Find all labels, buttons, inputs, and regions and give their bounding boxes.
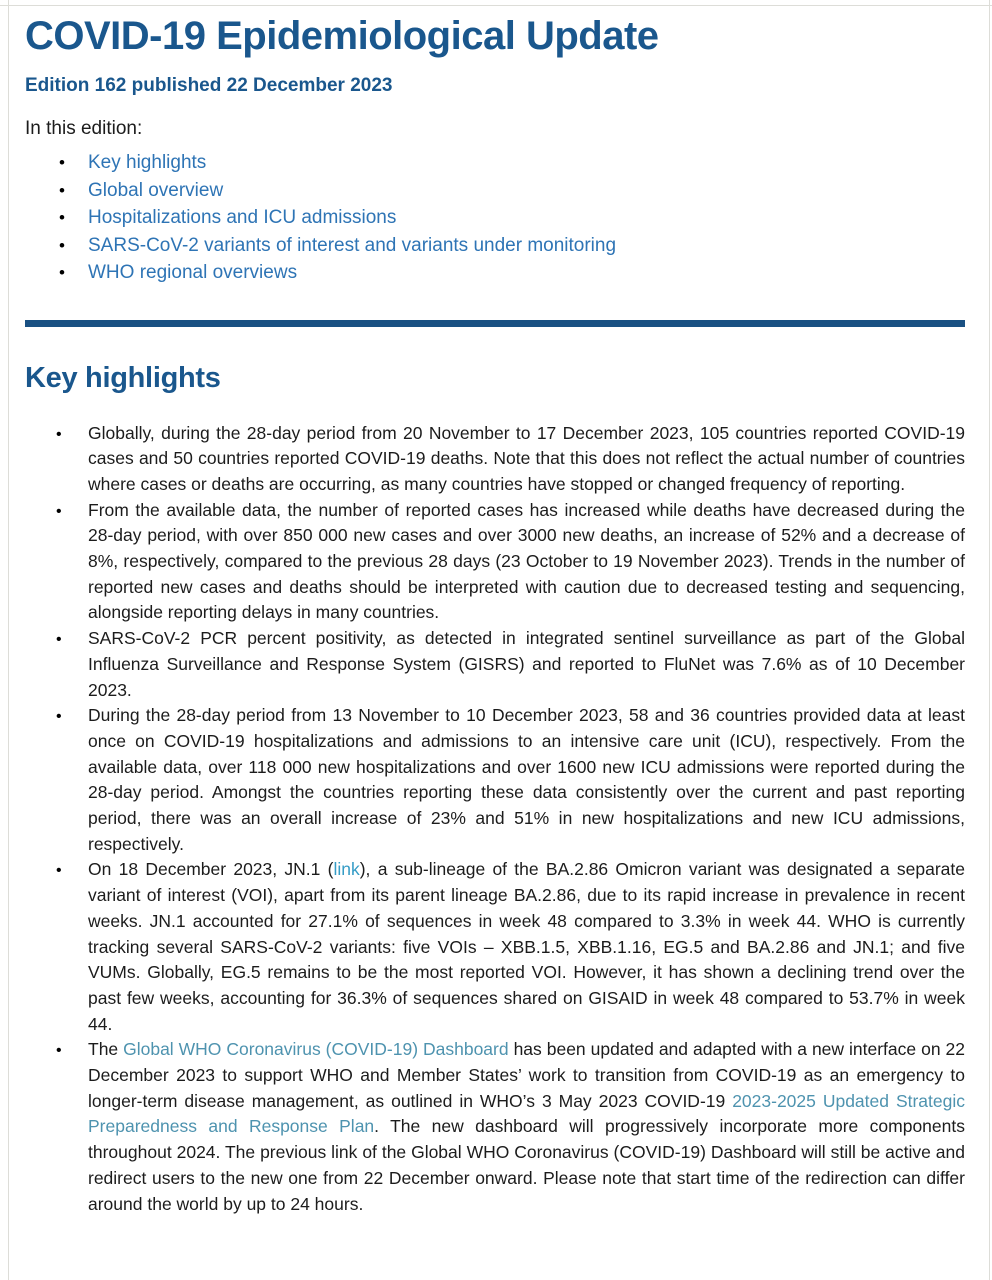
highlight-bullet bbox=[25, 498, 965, 627]
bullet-marker: • bbox=[56, 502, 62, 520]
text-run: ), a sub-lineage of the BA.2.86 Omicron variant was designated a separate variant of interest (VOI), apart from its parent lineage BA.2.86, due to its rapid increase in prevalence in recent weeks. JN.1 accounted for 27.1% of sequences in week 48 compared to 3.3% in week 44. WHO is currently tracking several SARS-CoV-2 variants: five VOIs – XBB.1.5, XBB.1.16, EG.5 and BA.2.86 and JN.1; and five VUMs. Globally, EG.5 remains to be the most reported VOI. However, it has shown a declining trend over the past few weeks, accounting for 36.3% of sequences shared on GISAID in week 48 compared to 53.7% in week 44. bbox=[88, 859, 965, 1034]
page-title: COVID-19 Epidemiological Update bbox=[25, 14, 659, 58]
toc-link-hospitalizations[interactable]: Hospitalizations and ICU admissions bbox=[88, 207, 397, 228]
highlight-bullet bbox=[25, 857, 965, 1037]
bullet-marker: • bbox=[56, 425, 62, 443]
text-run: The bbox=[88, 1039, 124, 1060]
bullet-text bbox=[88, 1039, 965, 1213]
toc-intro: In this edition: bbox=[25, 118, 143, 139]
bullet-marker: • bbox=[56, 631, 62, 649]
highlight-bullet bbox=[25, 703, 965, 857]
bullet-text bbox=[88, 628, 965, 699]
highlight-bullet bbox=[25, 626, 965, 703]
section-divider bbox=[25, 320, 965, 327]
toc-item bbox=[25, 149, 965, 177]
text-run: . The new dashboard will progressively incorporate more components throughout 2024. The previous link of the Global WHO Coronavirus (COVID-19) Dashboard will still be active and redirect users to the new one from 22 December onward. Please note that start time of the redirection can differ around the world by up to 24 hours. bbox=[88, 1116, 965, 1214]
bullet-text bbox=[88, 423, 965, 494]
toc-item bbox=[25, 232, 965, 260]
highlight-bullet bbox=[25, 1037, 965, 1217]
bullet-text bbox=[88, 859, 965, 1033]
jn1-link[interactable]: link bbox=[333, 859, 360, 880]
edition-line: Edition 162 published 22 December 2023 bbox=[25, 75, 393, 96]
text-run: Globally, during the 28-day period from 20 November to 17 December 2023, 105 countries reported COVID-19 cases and 50 countries reported COVID-19 deaths. Note that this does not reflect the actual number of countries where cases or deaths are occurring, as many countries have stopped or changed frequency of reporting. bbox=[88, 422, 965, 494]
toc-list bbox=[25, 149, 965, 287]
bullet-marker: • bbox=[56, 862, 62, 880]
bullet-marker: • bbox=[56, 708, 62, 726]
section-heading-key-highlights: Key highlights bbox=[25, 361, 221, 394]
text-run: From the available data, the number of reported cases has increased while deaths have decreased during the 28-day period, with over 850 000 new cases and over 3000 new deaths, an increase of 52% and a decrease of 8%, respectively, compared to the previous 28 days (23 October to 19 November 2023). Trends in the number of reported new cases and deaths should be interpreted with caution due to decreased testing and sequencing, alongside reporting delays in many countries. bbox=[88, 499, 965, 623]
bullet-text bbox=[88, 705, 965, 854]
text-run: On 18 December 2023, JN.1 ( bbox=[88, 859, 334, 880]
bullet-text bbox=[88, 500, 965, 623]
bullet-marker: • bbox=[59, 235, 65, 255]
dashboard-link[interactable]: Global WHO Coronavirus (COVID-19) Dashboard bbox=[123, 1039, 509, 1060]
toc-link-key-highlights[interactable]: Key highlights bbox=[88, 152, 207, 173]
toc-item bbox=[25, 204, 965, 232]
text-run: During the 28-day period from 13 November to 10 December 2023, 58 and 36 countries provided data at least once on COVID-19 hospitalizations and admissions to an intensive care unit (ICU), respectively. From the available data, over 118 000 new hospitalizations and over 1600 new ICU admissions were reported during the 28-day period. Amongst the countries reporting these data consistently over the current and past reporting period, there was an overall increase of 23% and 51% in new hospitalizations and new ICU admissions, respectively. bbox=[88, 705, 965, 854]
highlight-bullet bbox=[25, 421, 965, 498]
key-highlights-list bbox=[25, 421, 965, 1218]
bullet-marker: • bbox=[59, 180, 65, 200]
sprp-link[interactable]: 2023-2025 Updated Strategic Preparedness and Response Plan bbox=[88, 1090, 965, 1137]
bullet-marker: • bbox=[59, 153, 65, 172]
toc-link-regional-overviews[interactable]: WHO regional overviews bbox=[88, 262, 298, 283]
bullet-marker: • bbox=[56, 1042, 62, 1060]
text-run: SARS-CoV-2 PCR percent positivity, as detected in integrated sentinel surveillance as part of the Global Influenza Surveillance and Response System (GISRS) and reported to FluNet was 7.6% as of 10 December 2023. bbox=[88, 628, 965, 700]
toc-link-global-overview[interactable]: Global overview bbox=[88, 179, 224, 201]
toc-link-variants[interactable]: SARS-CoV-2 variants of interest and variants under monitoring bbox=[88, 234, 617, 256]
bullet-marker: • bbox=[59, 208, 65, 227]
bullet-marker: • bbox=[59, 263, 65, 282]
text-run: has been updated and adapted with a new interface on 22 December 2023 to support WHO and Member States’ work to transition from COVID-19 as an emergency to longer-term disease management, as outlined in WHO’s 3 May 2023 COVID-19 bbox=[88, 1039, 965, 1111]
toc-item bbox=[25, 259, 965, 287]
toc-item bbox=[25, 177, 965, 205]
